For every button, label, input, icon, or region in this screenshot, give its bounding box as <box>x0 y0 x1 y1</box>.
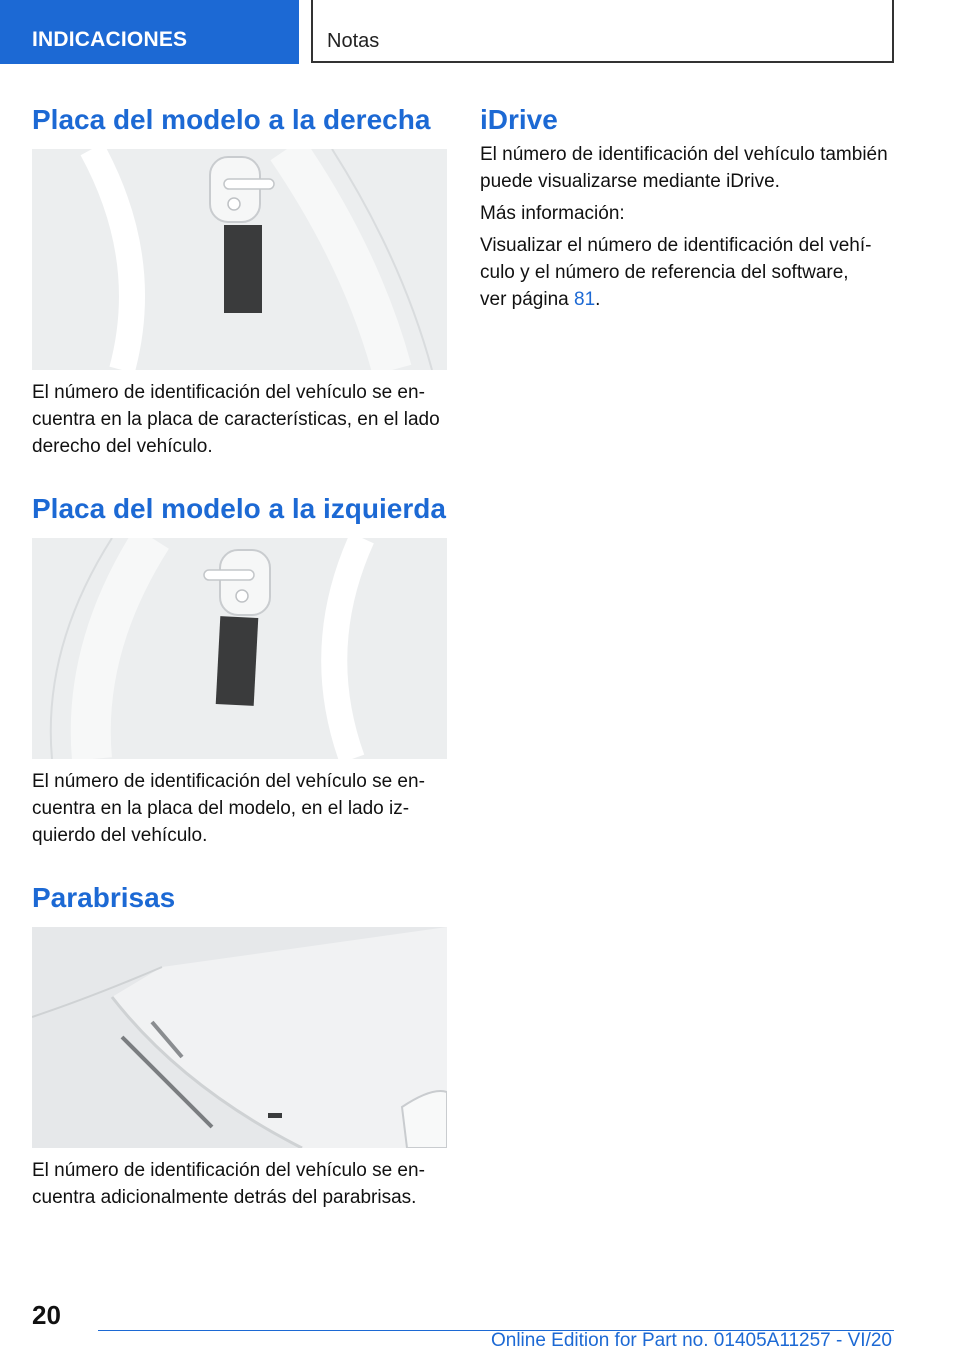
section-title-windshield: Parabrisas <box>32 882 176 913</box>
notes-label: Notas <box>327 30 380 52</box>
edition-note: Online Edition for Part no. 01405A11257 - VI/20 <box>490 1330 892 1351</box>
notes-header <box>311 0 894 63</box>
windshield-illustration <box>32 927 447 1148</box>
right-plate-illustration <box>32 149 447 370</box>
left-plate-illustration <box>32 538 447 759</box>
reference-end: . <box>595 289 601 310</box>
section-title-left-plate: Placa del modelo a la izquierda <box>32 493 446 524</box>
page-link[interactable]: 81 <box>574 289 596 310</box>
more-info-label: Más información: <box>480 203 625 224</box>
idrive-reference-text <box>480 232 880 313</box>
section-title-right-plate: Placa del modelo a la derecha <box>32 104 431 135</box>
left-plate-text: El número de identificación del vehículo se encuentra en la placa del modelo, en el lado izquierdo del vehículo. <box>32 771 425 846</box>
section-label: INDICACIONES <box>32 28 188 51</box>
section-title-idrive: iDrive <box>480 104 558 135</box>
reference-text: Visualizar el número de identificación del vehículo y el número de referencia del software, ver página <box>480 235 872 310</box>
idrive-text: El número de identificación del vehículo también puede visualizarse mediante iDrive. <box>480 144 888 192</box>
section-tab[interactable] <box>0 0 299 64</box>
windshield-text: El número de identificación del vehículo se encuentra adicionalmente detrás del parabrisas. <box>32 1160 425 1208</box>
right-plate-text: El número de identificación del vehículo se encuentra en la placa de características, en el lado derecho del vehículo. <box>32 382 440 457</box>
page-number: 20 <box>32 1300 61 1330</box>
